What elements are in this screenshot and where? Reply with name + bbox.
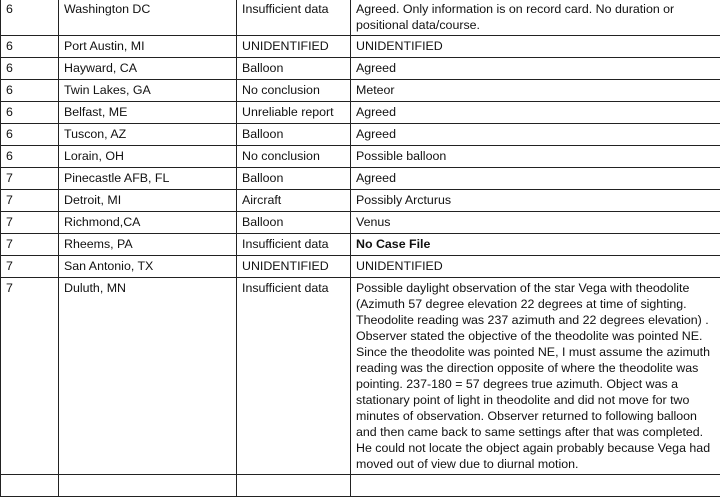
evaluation-cell: No conclusion [237,146,351,168]
table-row [1,124,720,146]
table-row [1,475,720,497]
comment-cell: UNIDENTIFIED [351,256,720,278]
location-cell: Detroit, MI [59,190,237,212]
day-cell: 6 [1,124,59,146]
location-cell: San Antonio, TX [59,256,237,278]
day-cell: 7 [1,168,59,190]
table-row [1,278,720,475]
table-row [1,256,720,278]
location-cell: Hayward, CA [59,58,237,80]
location-cell: Washington DC [59,0,237,36]
table-row [1,234,720,256]
comment-cell: Agreed [351,102,720,124]
location-cell: Pinecastle AFB, FL [59,168,237,190]
evaluation-cell: UNIDENTIFIED [237,256,351,278]
evaluation-cell: No conclusion [237,80,351,102]
day-cell: 6 [1,58,59,80]
evaluation-cell: Balloon [237,58,351,80]
evaluation-cell: UNIDENTIFIED [237,36,351,58]
table-row [1,146,720,168]
evaluation-cell: Balloon [237,212,351,234]
comment-cell: Possible daylight observation of the star Vega with theodolite (Azimuth 57 degree elevation 22 degrees at time of sighting. Theodolite reading was 237 azimuth and 22 degrees elevation) . Observer stated the objective of the theodolite was pointed NE. Since the theodolite was pointed NE, I must assume the azimuth reading was the direction opposite of where the theodolite was pointing. 237-180 = 57 degrees true azimuth. Object was a stationary point of light in theodolite and did not move for two minutes of observation. Observer returned to following balloon and then came back to same settings after that was completed. He could not locate the object again probably because Vega had moved out of view due to diurnal motion. [351,278,720,475]
evaluation-cell [237,475,351,497]
location-cell: Rheems, PA [59,234,237,256]
comment-cell: Meteor [351,80,720,102]
case-records-body [1,0,720,497]
location-cell: Port Austin, MI [59,36,237,58]
day-cell: 6 [1,146,59,168]
day-cell: 6 [1,36,59,58]
comment-cell: Venus [351,212,720,234]
comment-cell: No Case File [351,234,720,256]
comment-cell: Agreed [351,58,720,80]
evaluation-cell: Balloon [237,124,351,146]
evaluation-cell: Insufficient data [237,278,351,475]
comment-cell: Possible balloon [351,146,720,168]
location-cell: Belfast, ME [59,102,237,124]
table-row [1,190,720,212]
day-cell: 7 [1,278,59,475]
table-row [1,36,720,58]
comment-cell: Agreed [351,168,720,190]
evaluation-cell: Aircraft [237,190,351,212]
evaluation-cell: Balloon [237,168,351,190]
day-cell: 6 [1,80,59,102]
table-row [1,80,720,102]
day-cell: 7 [1,190,59,212]
evaluation-cell: Insufficient data [237,234,351,256]
table-row [1,168,720,190]
day-cell: 7 [1,256,59,278]
comment-cell: UNIDENTIFIED [351,36,720,58]
comment-cell: Agreed. Only information is on record card. No duration or positional data/course. [351,0,720,36]
day-cell: 6 [1,102,59,124]
table-row [1,212,720,234]
comment-cell: Possibly Arcturus [351,190,720,212]
location-cell: Richmond,CA [59,212,237,234]
day-cell: 7 [1,234,59,256]
table-row [1,0,720,36]
location-cell: Lorain, OH [59,146,237,168]
comment-cell: Agreed [351,124,720,146]
day-cell [1,475,59,497]
comment-cell [351,475,720,497]
day-cell: 7 [1,212,59,234]
location-cell: Tuscon, AZ [59,124,237,146]
day-cell: 6 [1,0,59,36]
location-cell: Twin Lakes, GA [59,80,237,102]
location-cell: Duluth, MN [59,278,237,475]
table-row [1,102,720,124]
location-cell [59,475,237,497]
evaluation-cell: Insufficient data [237,0,351,36]
evaluation-cell: Unreliable report [237,102,351,124]
table-row [1,58,720,80]
